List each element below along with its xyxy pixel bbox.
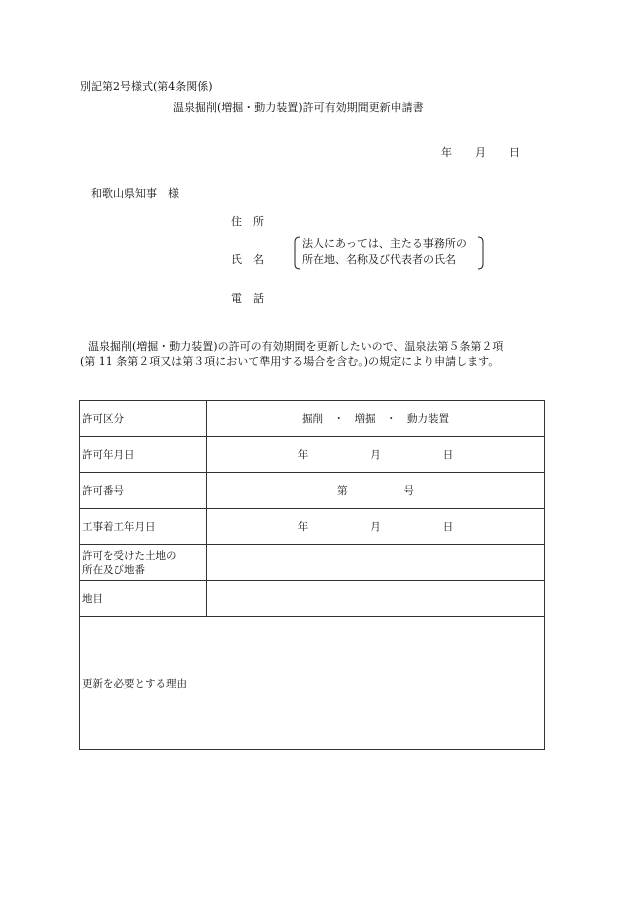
permit-type-label: 許可区分 — [80, 401, 207, 437]
land-category-label: 地目 — [80, 581, 207, 617]
permit-date-month: 月 — [370, 449, 381, 461]
location-label — [80, 545, 207, 581]
construction-date-label: 工事着工年月日 — [80, 509, 207, 545]
reason-field[interactable] — [80, 617, 545, 750]
permit-number-field[interactable] — [207, 473, 545, 509]
date-month: 月 — [475, 146, 486, 159]
table-row-permit-number — [80, 473, 545, 509]
body-text-line2: (第 11 条第２項又は第３項において準用する場合を含む。)の規定により申請します。 — [80, 355, 500, 368]
body-text-line1: 温泉掘削(増掘・動力装置)の許可の有効期間を更新したいので、温泉法第５条第２項 — [88, 340, 504, 353]
name-label: 氏 名 — [231, 253, 264, 266]
table-row-land-category — [80, 581, 545, 617]
date-year: 年 — [441, 146, 452, 159]
application-table — [79, 400, 545, 750]
addressee: 和歌山県知事 様 — [91, 187, 179, 200]
land-category-field[interactable] — [207, 581, 545, 617]
application-date — [441, 146, 520, 160]
table-row-construction-date — [80, 509, 545, 545]
construction-date-day: 日 — [442, 521, 454, 533]
table-row-reason — [80, 617, 545, 750]
permit-date-label: 許可年月日 — [80, 437, 207, 473]
construction-date-year: 年 — [297, 521, 309, 533]
permit-type-options[interactable]: 掘削 ・ 増掘 ・ 動力装置 — [207, 401, 545, 437]
permit-date-year: 年 — [297, 449, 309, 461]
location-label-line1: 許可を受けた土地の — [82, 549, 177, 562]
location-label-line2: 所在及び地番 — [82, 563, 145, 576]
date-day: 日 — [509, 146, 520, 159]
permit-date-day: 日 — [442, 449, 454, 461]
construction-date-month: 月 — [370, 521, 381, 533]
permit-date-field[interactable] — [207, 437, 545, 473]
table-row-permit-date — [80, 437, 545, 473]
permit-number-suffix: 号 — [403, 485, 414, 497]
reason-label: 更新を必要とする理由 — [82, 677, 187, 690]
permit-number-label: 許可番号 — [80, 473, 207, 509]
permit-number-prefix: 第 — [337, 485, 348, 497]
phone-label: 電 話 — [231, 292, 264, 305]
form-identifier: 別記第2号様式(第4条関係) — [80, 80, 213, 93]
corporate-note-line1: 法人にあっては、主たる事務所の — [302, 237, 467, 250]
location-field[interactable] — [207, 545, 545, 581]
table-row-permit-type — [80, 401, 545, 437]
document-title: 温泉掘削(増掘・動力装置)許可有効期間更新申請書 — [173, 101, 424, 114]
construction-date-field[interactable] — [207, 509, 545, 545]
corporate-note-line2: 所在地、名称及び代表者の氏名 — [302, 253, 456, 266]
address-label: 住 所 — [231, 215, 264, 228]
table-row-location — [80, 545, 545, 581]
